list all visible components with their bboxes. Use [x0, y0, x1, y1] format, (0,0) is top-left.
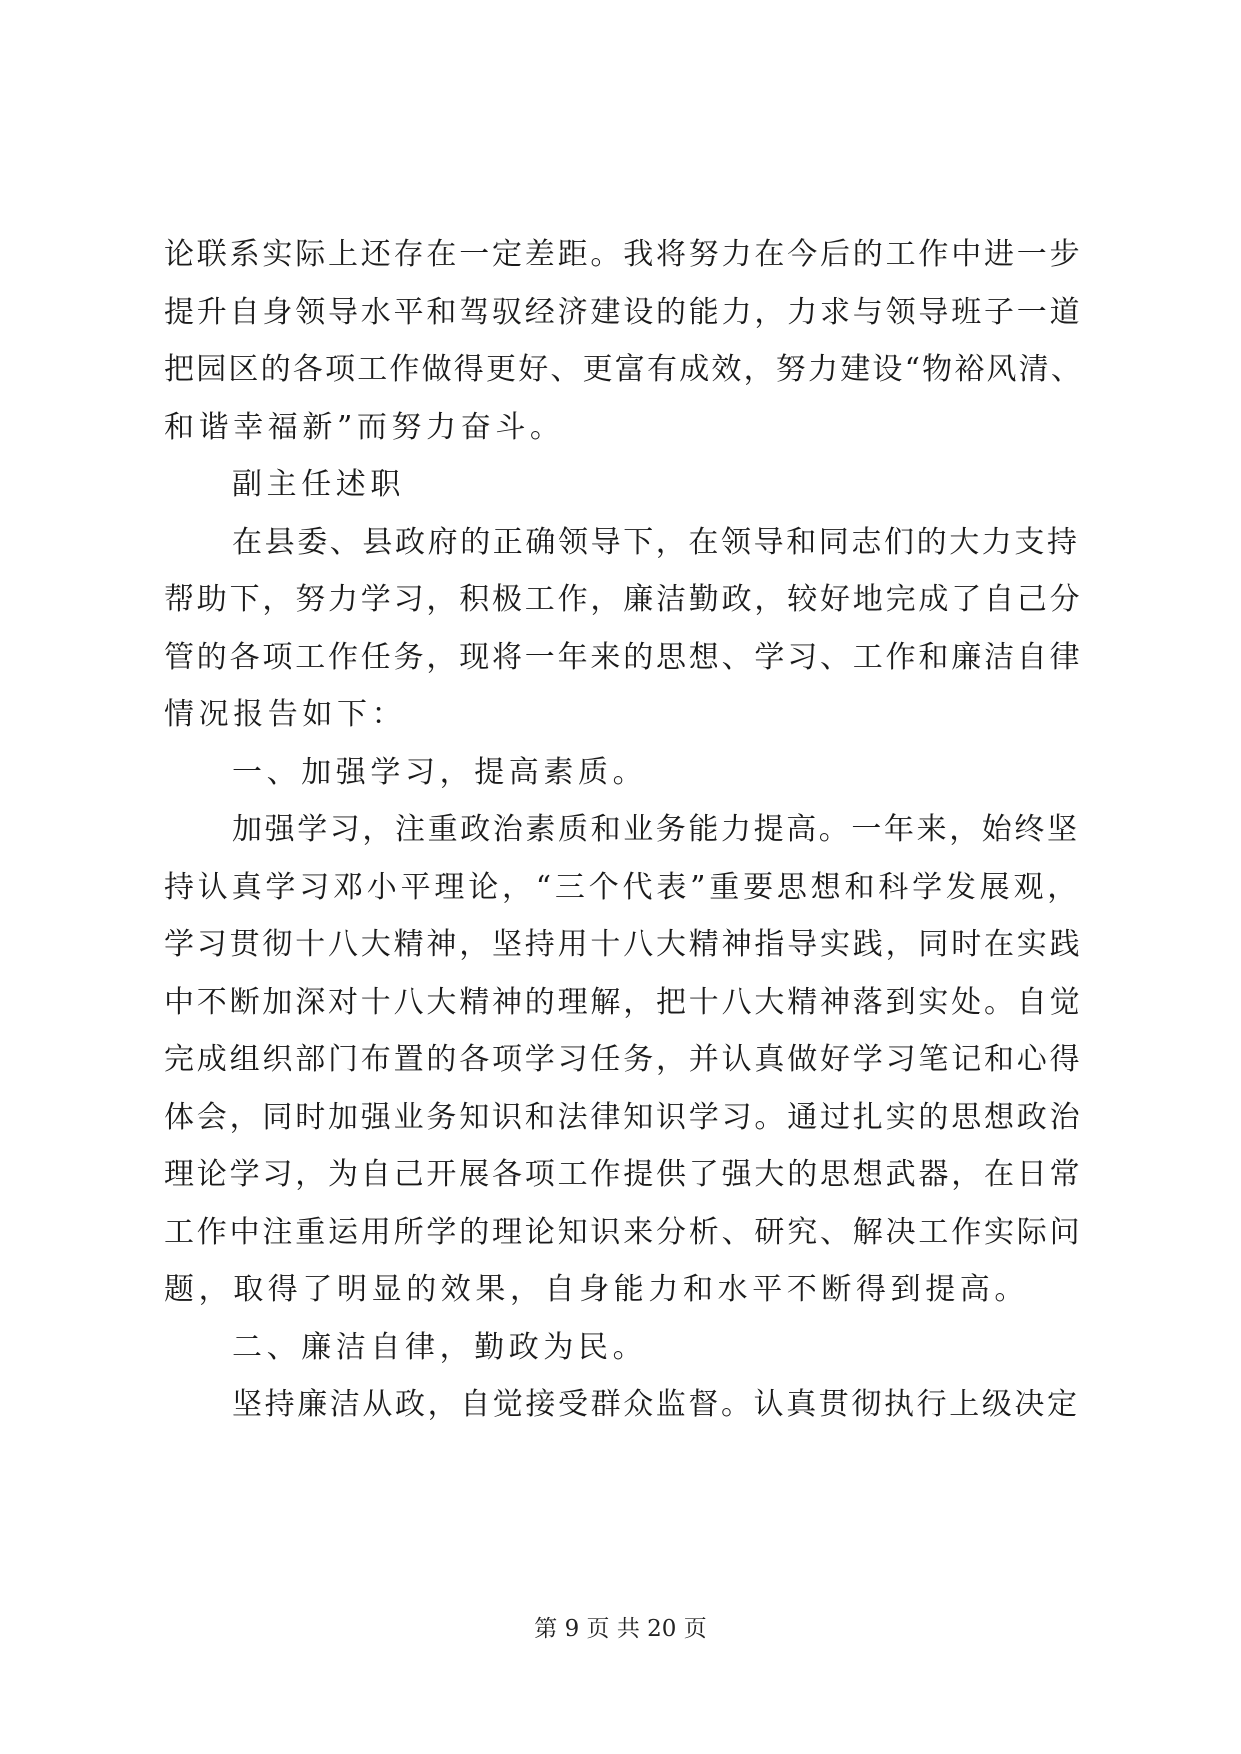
- text-line: 学习贯彻十八大精神，坚持用十八大精神指导实践，同时在实践: [164, 927, 1083, 962]
- text-line: 一、加强学习，提高素质。: [232, 754, 648, 790]
- text-line: 和谐幸福新”而努力奋斗。: [164, 409, 565, 445]
- text-line: 提升自身领导水平和驾驭经济建设的能力，力求与领导班子一道: [164, 294, 1083, 330]
- text-line: 管的各项工作任务，现将一年来的思想、学习、工作和廉洁自律: [164, 639, 1083, 675]
- text-line: 题，取得了明显的效果，自身能力和水平不断得到提高。: [164, 1272, 1029, 1307]
- text-line: 完成组织部门布置的各项学习任务，并认真做好学习笔记和心得: [164, 1042, 1083, 1077]
- text-line: 情况报告如下：: [164, 697, 407, 732]
- text-line: 坚持廉洁从政，自觉接受群众监督。认真贯彻执行上级决定: [232, 1387, 1080, 1422]
- text-line: 体会，同时加强业务知识和法律知识学习。通过扎实的思想政治: [164, 1099, 1083, 1135]
- text-line: 副主任述职: [232, 467, 405, 502]
- text-line: 中不断加深对十八大精神的理解，把十八大精神落到实处。自觉: [164, 984, 1083, 1020]
- text-line: 工作中注重运用所学的理论知识来分析、研究、解决工作实际问: [164, 1214, 1083, 1250]
- text-line: 论联系实际上还存在一定差距。我将努力在今后的工作中进一步: [164, 237, 1083, 272]
- text-line: 把园区的各项工作做得更好、更富有成效，努力建设“物裕风清、: [164, 352, 1084, 387]
- text-line: 帮助下，努力学习，积极工作，廉洁勤政，较好地完成了自己分: [164, 582, 1083, 617]
- document-body: [164, 226, 1082, 1434]
- text-line: 二、廉洁自律，勤政为民。: [232, 1329, 648, 1365]
- text-line: 理论学习，为自己开展各项工作提供了强大的思想武器，在日常: [164, 1157, 1083, 1192]
- text-line: 加强学习，注重政治素质和业务能力提高。一年来，始终坚: [232, 812, 1080, 847]
- text-line: 在县委、县政府的正确领导下，在领导和同志们的大力支持: [232, 524, 1080, 560]
- text-line: 持认真学习邓小平理论，“三个代表”重要思想和科学发展观，: [164, 869, 1082, 905]
- page-footer: 第 9 页 共 20 页: [534, 1616, 707, 1642]
